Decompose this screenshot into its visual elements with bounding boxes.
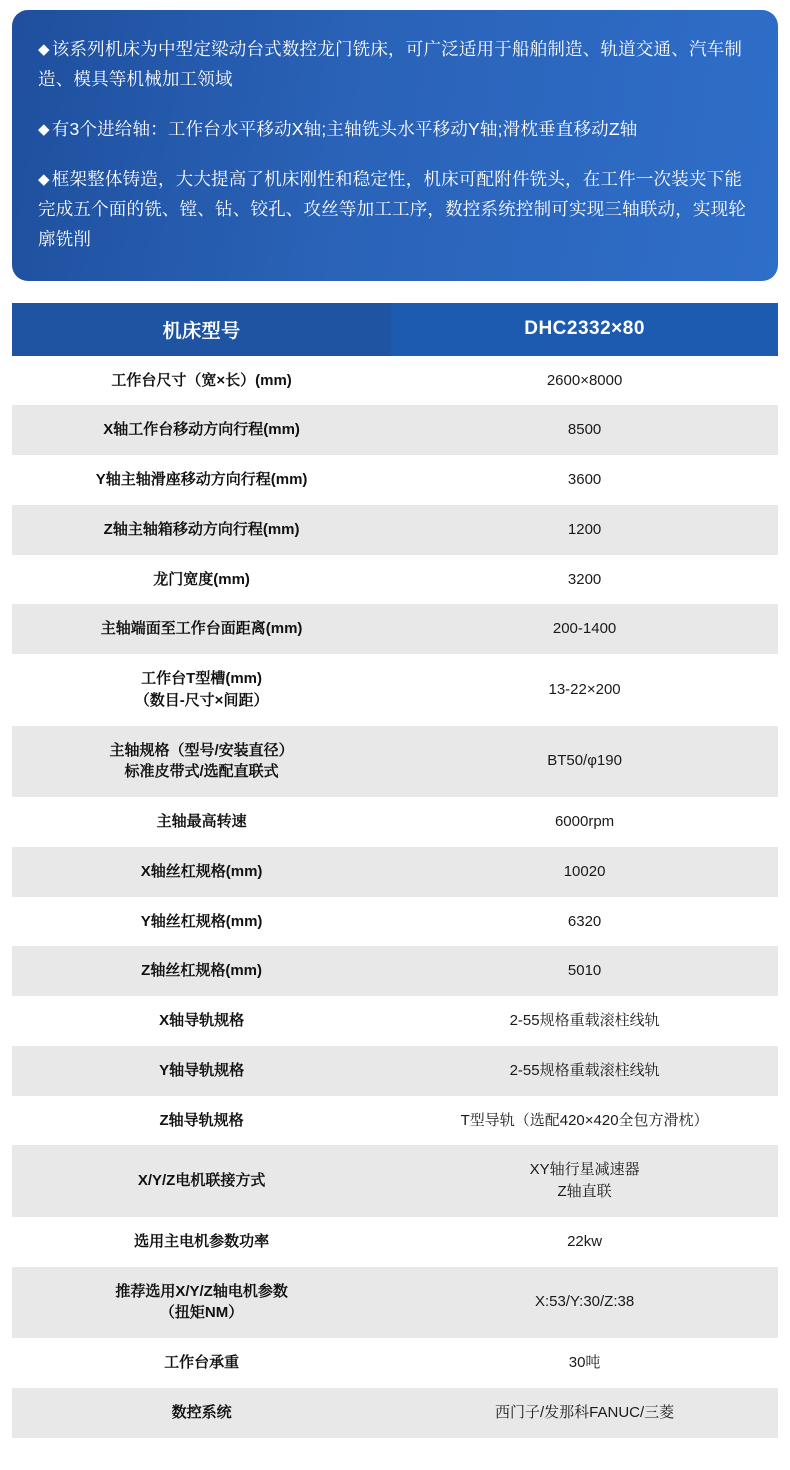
spec-table-body [12, 356, 778, 1438]
row-value: 2600×8000 [391, 356, 778, 406]
row-value: 2-55规格重载滚柱线轨 [391, 1046, 778, 1096]
intro-paragraph-3-text: 框架整体铸造，大大提高了机床刚性和稳定性，机床可配附件铣头，在工件一次装夹下能完成五个面的铣、镗、钻、铰孔、攻丝等加工工序，数控系统控制可实现三轴联动，实现轮廓铣削 [38, 169, 746, 250]
table-row [12, 555, 778, 605]
table-row [12, 455, 778, 505]
table-row [12, 897, 778, 947]
row-label: 选用主电机参数功率 [12, 1217, 391, 1267]
table-row [12, 405, 778, 455]
row-label: 龙门宽度(mm) [12, 555, 391, 605]
row-value: 5010 [391, 946, 778, 996]
row-label: 主轴最高转速 [12, 797, 391, 847]
row-value: 30吨 [391, 1338, 778, 1388]
row-label-line1: 推荐选用X/Y/Z轴电机参数 [115, 1282, 288, 1300]
table-row [12, 797, 778, 847]
row-label: X轴导轨规格 [12, 996, 391, 1046]
intro-paragraph-1 [38, 34, 752, 94]
row-label: 工作台尺寸（宽×长）(mm) [12, 356, 391, 406]
table-row [12, 654, 778, 726]
table-row [12, 1046, 778, 1096]
row-value [391, 1145, 778, 1217]
row-value: 13-22×200 [391, 654, 778, 726]
row-value: X:53/Y:30/Z:38 [391, 1267, 778, 1339]
row-label: X/Y/Z电机联接方式 [12, 1145, 391, 1217]
row-value: 6320 [391, 897, 778, 947]
row-label-line1: 主轴规格（型号/安装直径） [109, 741, 294, 759]
row-label: Y轴导轨规格 [12, 1046, 391, 1096]
row-value: 西门子/发那科FANUC/三菱 [391, 1388, 778, 1438]
row-value-line2: Z轴直联 [557, 1183, 612, 1201]
table-row [12, 1267, 778, 1339]
row-label: Z轴主轴箱移动方向行程(mm) [12, 505, 391, 555]
spec-table-head [12, 303, 778, 356]
table-row [12, 604, 778, 654]
row-label: 数控系统 [12, 1388, 391, 1438]
row-value: BT50/φ190 [391, 726, 778, 798]
intro-paragraph-3 [38, 164, 752, 254]
row-label: 主轴端面至工作台面距离(mm) [12, 604, 391, 654]
row-label-line2: 标准皮带式/选配直联式 [124, 763, 279, 781]
table-row [12, 1338, 778, 1388]
intro-paragraph-1-text: 该系列机床为中型定梁动台式数控龙门铣床，可广泛适用于船舶制造、轨道交通、汽车制造、模具等机械加工领域 [38, 39, 743, 90]
row-label-line2: （数目-尺寸×间距） [134, 691, 269, 709]
table-row [12, 1145, 778, 1217]
row-label-line2: （扭矩NM） [159, 1304, 244, 1322]
table-row [12, 1096, 778, 1146]
row-value: 10020 [391, 847, 778, 897]
row-label: Z轴导轨规格 [12, 1096, 391, 1146]
header-label-machine-model: 机床型号 [12, 303, 391, 356]
diamond-bullet-icon: ◆ [38, 41, 50, 58]
intro-banner [12, 10, 778, 281]
table-row [12, 505, 778, 555]
specification-table [12, 303, 778, 1438]
row-label-line1: 工作台T型槽(mm) [141, 670, 262, 688]
diamond-bullet-icon: ◆ [38, 171, 50, 189]
row-label [12, 1267, 391, 1339]
row-value: 3600 [391, 455, 778, 505]
row-value: 6000rpm [391, 797, 778, 847]
row-value: 200-1400 [391, 604, 778, 654]
row-label: Y轴丝杠规格(mm) [12, 897, 391, 947]
row-label: Y轴主轴滑座移动方向行程(mm) [12, 455, 391, 505]
table-header-row [12, 303, 778, 356]
row-value: T型导轨（选配420×420全包方滑枕） [391, 1096, 778, 1146]
row-label: X轴丝杠规格(mm) [12, 847, 391, 897]
intro-paragraph-2-text: 有3个进给轴：工作台水平移动X轴;主轴铣头水平移动Y轴;滑枕垂直移动Z轴 [51, 119, 638, 140]
row-value: 2-55规格重载滚柱线轨 [391, 996, 778, 1046]
row-label: X轴工作台移动方向行程(mm) [12, 405, 391, 455]
table-row [12, 996, 778, 1046]
row-value: 8500 [391, 405, 778, 455]
diamond-bullet-icon: ◆ [38, 121, 50, 139]
table-row [12, 1217, 778, 1267]
row-label: Z轴丝杠规格(mm) [12, 946, 391, 996]
row-label: 工作台承重 [12, 1338, 391, 1388]
table-row [12, 726, 778, 798]
table-row [12, 946, 778, 996]
intro-paragraph-2 [38, 114, 752, 144]
row-value: 3200 [391, 555, 778, 605]
row-value: 1200 [391, 505, 778, 555]
row-value-line1: XY轴行星减速器 [529, 1161, 640, 1179]
table-row [12, 356, 778, 406]
table-row [12, 847, 778, 897]
row-label [12, 654, 391, 726]
row-value: 22kw [391, 1217, 778, 1267]
row-label [12, 726, 391, 798]
table-row [12, 1388, 778, 1438]
header-value-machine-model: DHC2332×80 [391, 303, 778, 356]
